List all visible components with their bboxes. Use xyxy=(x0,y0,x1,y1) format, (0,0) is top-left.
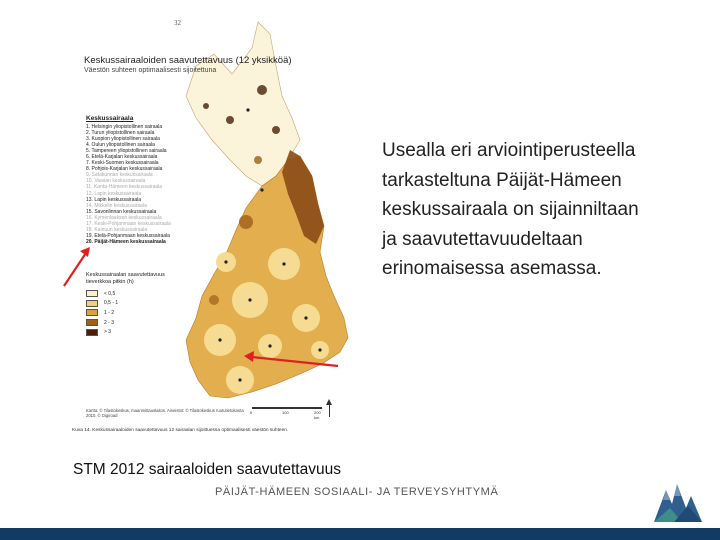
main-statement-line: erinomaisessa asemassa. xyxy=(382,258,602,279)
main-statement xyxy=(382,136,702,284)
legend-label: < 0,5 xyxy=(104,290,116,297)
hospital-item: 19. Etelä-Pohjanmaan keskussairaala xyxy=(86,232,170,239)
map-source-note: Kartta: © Tilastokeskus, maanmittauslaitos. Aineistot: © Tilastokeskus ruututietokanta 2010, © Digiroad xyxy=(86,408,244,418)
hospital-item: 1. Helsingin yliopistollinen sairaala xyxy=(86,124,163,130)
main-statement-line: ja saavutettavuudeltaan xyxy=(382,228,583,250)
main-statement-line: tarkasteltuna Päijät-Hämeen xyxy=(382,169,622,191)
legend-label: 2 - 3 xyxy=(104,319,115,326)
hospital-item: 13. Lapin keskussairaala xyxy=(86,196,142,203)
hospital-item: 10. Vaasan keskussairaala xyxy=(86,178,146,185)
arrow-to-legend-entry xyxy=(64,253,86,286)
map-patch xyxy=(239,215,253,229)
hospital-item: 14. Mikkelin keskussairaala xyxy=(86,202,147,209)
scale-label: 200 km xyxy=(314,410,321,420)
hospital-list-heading: Keskussairaala xyxy=(86,115,134,122)
map-patch xyxy=(272,126,280,134)
map-caption: Kuva 14. Keskussairaaloiden saavutettavuus 12 sairaalan sijoittuessa optimaalisesti väestön suhteen. xyxy=(72,428,289,433)
main-statement-line: keskussairaala on sijainniltaan xyxy=(382,199,639,220)
hospital-item: 17. Keski-Pohjanmaan keskussairaala xyxy=(86,220,171,227)
scale-label: 100 xyxy=(282,410,289,415)
hospital-item: 2. Turun yliopistollinen sairaala xyxy=(86,130,155,137)
legend-item xyxy=(86,289,118,299)
hospital-item: 16. Kymenlaakson keskussairaala xyxy=(86,214,162,221)
legend-label: > 3 xyxy=(104,329,112,336)
map-patch xyxy=(226,116,234,124)
legend-item xyxy=(86,299,118,309)
hospital-item: 18. Kainuun keskussairaala xyxy=(86,226,148,233)
hospital-item: 5. Tampereen yliopistollinen sairaala xyxy=(86,148,167,155)
hospital-item: 15. Savonlinnan keskussairaala xyxy=(86,208,157,215)
legend-swatch xyxy=(86,290,98,297)
map-subtitle: Väestön suhteen optimaalisesti sijoitettuna xyxy=(84,67,217,74)
legend-swatch xyxy=(86,319,98,326)
map-patch xyxy=(254,156,262,164)
hospital-item: 8. Pohjois-Karjalan keskussairaala xyxy=(86,166,163,173)
source-credit: STM 2012 sairaaloiden saavutettavuus xyxy=(73,461,341,478)
map-patch xyxy=(257,85,267,95)
map-patch xyxy=(203,103,209,109)
hospital-item: 11. Kanta-Hämeen keskussairaala xyxy=(86,184,163,191)
legend-label: 1 - 2 xyxy=(104,309,115,316)
page-number: 32 xyxy=(174,19,181,27)
hospital-item: 12. Lapin keskussairaala xyxy=(86,190,142,197)
hospital-item: 3. Kuopion yliopistollinen sairaala xyxy=(86,136,160,143)
hospital-item: 6. Etelä-Karjalan keskussairaala xyxy=(86,154,158,161)
organization-name: PÄIJÄT-HÄMEEN SOSIAALI- JA TERVEYSYHTYMÄ xyxy=(215,486,499,498)
hospital-item: 4. Oulun yliopistollinen sairaala xyxy=(86,142,155,149)
hospital-item: 9. Satakunnan keskussairaala xyxy=(86,172,153,179)
scale-label: 0 xyxy=(250,410,253,415)
legend-swatch xyxy=(86,300,98,307)
hospital-item: 7. Keski-Suomen keskussairaala xyxy=(86,160,159,167)
footer-bar xyxy=(0,528,720,540)
hospital-item: 20. Päijät-Hämeen keskussairaala xyxy=(86,238,166,245)
legend-title: Keskussairaalan saavutettavuus tieverkkoa pitkin (h) xyxy=(86,272,165,285)
legend-item xyxy=(86,318,118,328)
hospital-list xyxy=(86,124,171,245)
legend-item xyxy=(86,308,118,318)
legend-swatch xyxy=(86,309,98,316)
north-arrow-icon xyxy=(326,399,332,417)
scale-line xyxy=(252,407,322,409)
map-patch xyxy=(209,295,219,305)
map-title: Keskussairaaloiden saavutettavuus (12 yksikköä) xyxy=(84,55,292,66)
legend-label: 0,5 - 1 xyxy=(104,300,119,307)
organization-logo-icon xyxy=(650,478,706,524)
main-statement-line: Usealla eri arviointiperusteella xyxy=(382,140,636,161)
scale-bar xyxy=(250,404,322,420)
legend-swatch xyxy=(86,329,98,336)
map-south-region xyxy=(186,156,348,398)
legend-item xyxy=(86,327,118,337)
map-north-region xyxy=(186,22,300,186)
map-legend xyxy=(86,289,118,337)
